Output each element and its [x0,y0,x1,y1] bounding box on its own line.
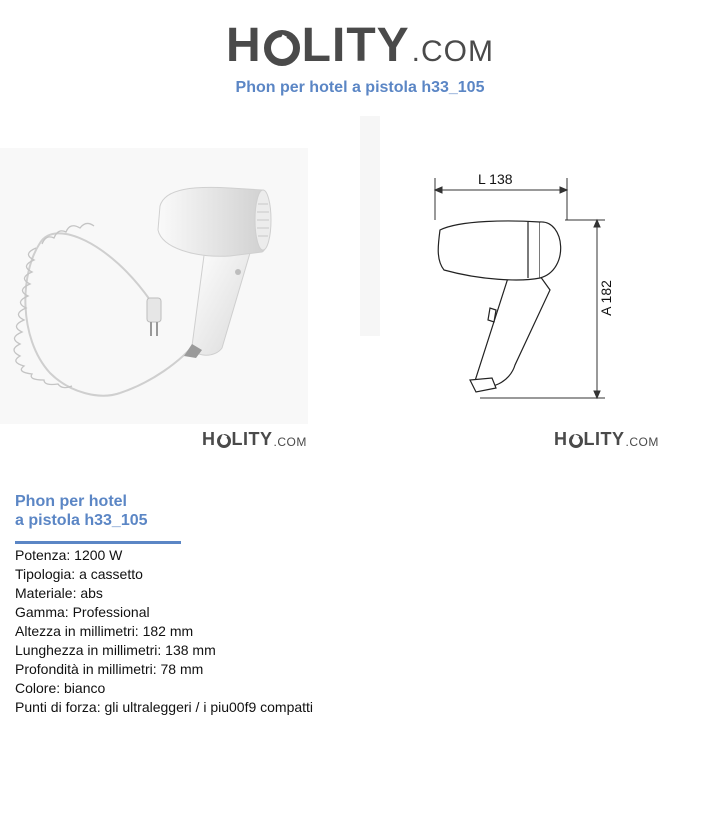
spec-type: Tipologia: a cassetto [15,566,143,582]
logo-letters: LITY [583,429,625,449]
hair-dryer-photo-icon [0,148,308,424]
brand-logo-ring-icon [569,434,583,448]
photo-brand-logo [202,429,307,450]
spec-strengths: Punti di forza: gli ultraleggeri / i piu00f9 compatti [15,699,314,715]
brand-logo-ring-icon [217,434,231,448]
product-title-line-1: Phon per hotel [15,493,127,510]
spec-list [15,546,313,717]
logo-suffix: .COM [273,435,307,449]
brand-logo-letter-h: H [226,19,262,72]
product-title-line-2: a pistola h33_105 [15,512,148,529]
brand-logo-letters: LITY [301,19,410,72]
product-photo [0,148,308,424]
spec-range: Gamma: Professional [15,604,150,620]
spec-height: Altezza in millimetri: 182 mm [15,623,194,639]
spec-power: Potenza: 1200 W [15,547,123,563]
spec-length: Lunghezza in millimetri: 138 mm [15,642,216,658]
drawing-shadow [360,116,380,336]
brand-logo-suffix: .COM [411,35,494,68]
height-dimension-label: A 182 [597,280,614,316]
logo-letter-h: H [202,429,216,449]
title-underline [15,541,181,544]
spec-color: Colore: bianco [15,680,106,696]
page-title: Phon per hotel a pistola h33_105 [235,79,485,96]
logo-letters: LITY [231,429,273,449]
brand-logo-wordmark [226,18,494,73]
spec-depth: Profondità in millimetri: 78 mm [15,661,204,677]
brand-logo-ring-icon [264,30,300,66]
drawing-brand-logo [554,429,659,450]
length-dimension-label: L 138 [478,171,513,187]
product-title [15,492,148,530]
brand-logo[interactable] [0,18,720,73]
logo-letter-h: H [554,429,568,449]
logo-suffix: .COM [625,435,659,449]
spec-material: Materiale: abs [15,585,103,601]
